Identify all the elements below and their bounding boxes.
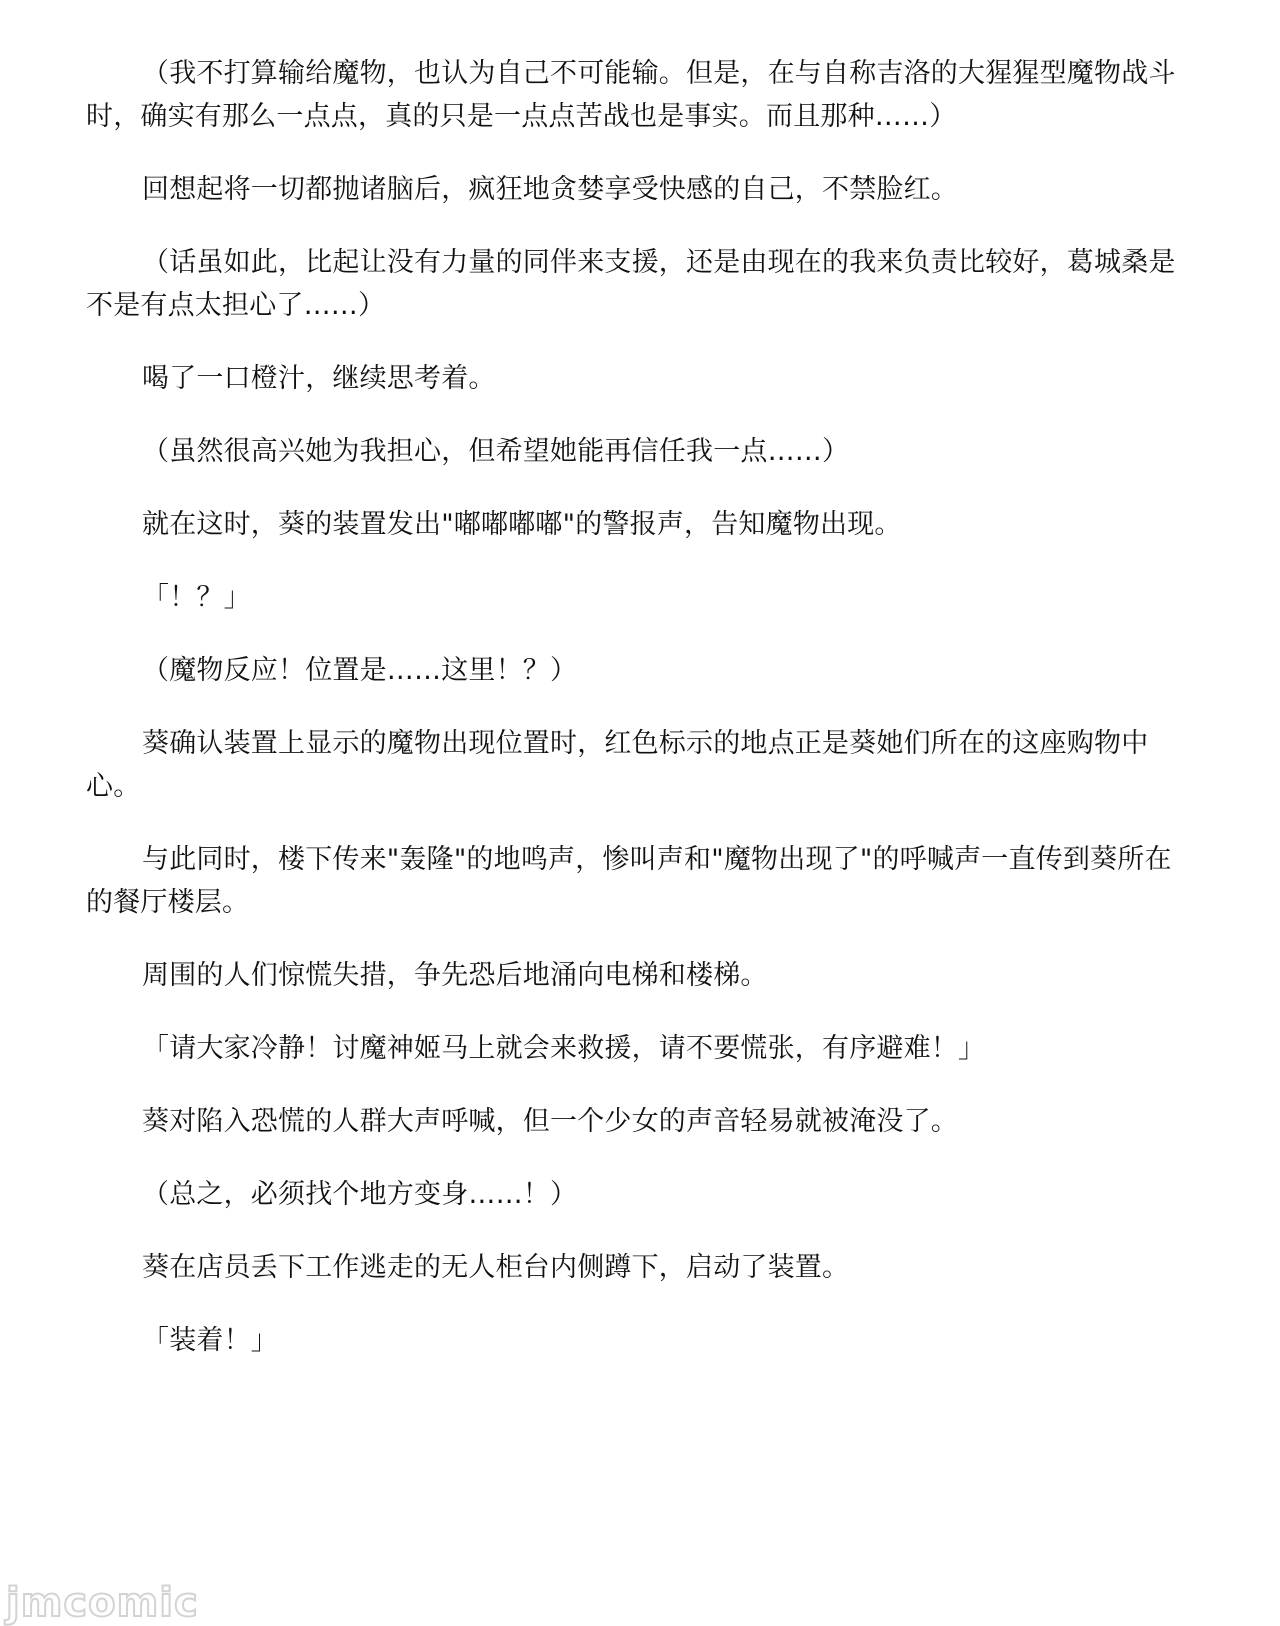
paragraph: 周围的人们惊慌失措，争先恐后地涌向电梯和楼梯。 xyxy=(142,960,768,991)
paragraph: 葵对陷入恐慌的人群大声呼喊，但一个少女的声音轻易就被淹没了。 xyxy=(142,1106,958,1137)
watermark-logo: jmcomic xyxy=(6,1580,199,1626)
paragraph: 葵在店员丢下工作逃走的无人柜台内侧蹲下，启动了装置。 xyxy=(142,1252,850,1283)
paragraph: （我不打算输给魔物，也认为自己不可能输。但是，在与自称吉洛的大猩猩型魔物战斗时，确实有那么一点点，真的只是一点点苦战也是事实。而且那种……） xyxy=(86,58,1176,132)
paragraph: （虽然很高兴她为我担心，但希望她能再信任我一点……） xyxy=(142,436,850,467)
paragraph: 「装着！」 xyxy=(142,1325,278,1356)
paragraph: 喝了一口橙汁，继续思考着。 xyxy=(142,363,496,394)
text-body xyxy=(86,52,1196,1392)
paragraph: 与此同时，楼下传来"轰隆"的地鸣声，惨叫声和"魔物出现了"的呼喊声一直传到葵所在的餐厅楼层。 xyxy=(86,844,1172,918)
paragraph: 「！？」 xyxy=(142,582,251,613)
paragraph: 就在这时，葵的装置发出"嘟嘟嘟嘟"的警报声，告知魔物出现。 xyxy=(142,509,902,540)
paragraph: （总之，必须找个地方变身……！） xyxy=(142,1179,578,1210)
paragraph: （话虽如此，比起让没有力量的同伴来支援，还是由现在的我来负责比较好，葛城桑是不是有点太担心了……） xyxy=(86,247,1176,321)
paragraph: （魔物反应！位置是……这里！？） xyxy=(142,655,578,686)
paragraph: 葵确认装置上显示的魔物出现位置时，红色标示的地点正是葵她们所在的这座购物中心。 xyxy=(86,728,1149,802)
paragraph: 「请大家冷静！讨魔神姬马上就会来救援，请不要慌张，有序避难！」 xyxy=(142,1033,986,1064)
paragraph: 回想起将一切都抛诸脑后，疯狂地贪婪享受快感的自己，不禁脸红。 xyxy=(142,174,958,205)
